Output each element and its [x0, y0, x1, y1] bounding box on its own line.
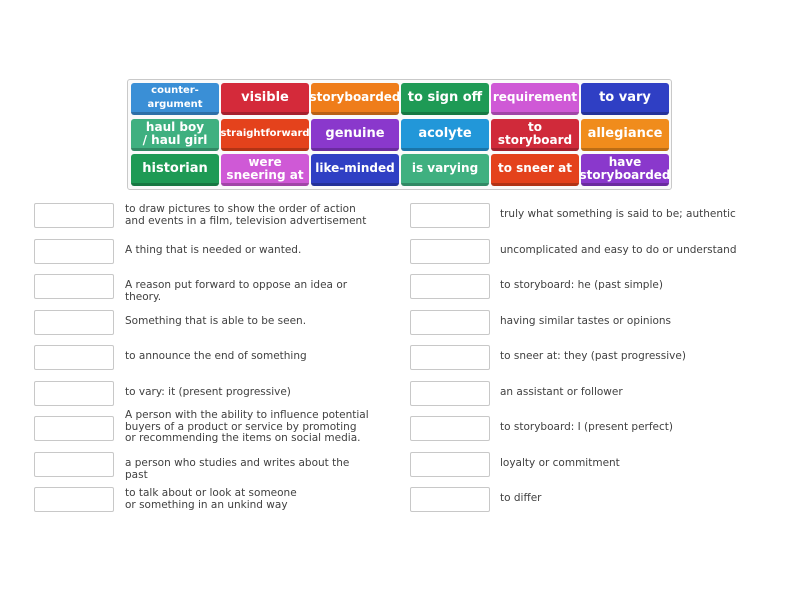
- drop-slot-left-6[interactable]: [34, 381, 114, 406]
- word-tile-like-minded[interactable]: like-minded: [311, 154, 399, 186]
- clue-left-5: to announce the end of something: [125, 350, 307, 362]
- drop-slot-left-5[interactable]: [34, 345, 114, 370]
- clue-left-6: to vary: it (present progressive): [125, 386, 291, 398]
- drop-slot-right-5[interactable]: [410, 345, 490, 370]
- clue-right-1: truly what something is said to be; authentic: [500, 208, 736, 220]
- drop-slot-left-2[interactable]: [34, 239, 114, 264]
- clue-left-8: a person who studies and writes about the past: [125, 457, 350, 481]
- clue-right-6: an assistant or follower: [500, 386, 623, 398]
- clue-right-7: to storyboard: I (present perfect): [500, 421, 673, 433]
- word-tile-to-sign-off[interactable]: to sign off: [401, 83, 489, 115]
- clue-left-1: to draw pictures to show the order of action and events in a film, television advertisement: [125, 203, 367, 227]
- word-tile-to-storyboard[interactable]: to storyboard: [491, 119, 579, 151]
- word-tile-to-sneer-at[interactable]: to sneer at: [491, 154, 579, 186]
- drop-slot-left-7[interactable]: [34, 416, 114, 441]
- drop-slot-left-3[interactable]: [34, 274, 114, 299]
- clue-left-4: Something that is able to be seen.: [125, 315, 307, 327]
- drop-slot-left-9[interactable]: [34, 487, 114, 512]
- clue-left-7: A person with the ability to influence potential buyers of a product or service by promoting or recommending the items on social media.: [125, 409, 369, 444]
- word-tile-straightforward[interactable]: straightforward: [221, 119, 309, 151]
- clue-right-9: to differ: [500, 492, 542, 504]
- drop-slot-left-8[interactable]: [34, 452, 114, 477]
- word-tile-genuine[interactable]: genuine: [311, 119, 399, 151]
- drop-slot-right-4[interactable]: [410, 310, 490, 335]
- word-tile-were-sneering-at[interactable]: were sneering at: [221, 154, 309, 186]
- clue-right-5: to sneer at: they (past progressive): [500, 350, 686, 362]
- drop-slot-left-1[interactable]: [34, 203, 114, 228]
- drop-slot-right-1[interactable]: [410, 203, 490, 228]
- clue-left-9: to talk about or look at someone or something in an unkind way: [125, 487, 297, 511]
- word-tile-historian[interactable]: historian: [131, 154, 219, 186]
- word-tile-acolyte[interactable]: acolyte: [401, 119, 489, 151]
- clue-left-3: A reason put forward to oppose an idea or theory.: [125, 279, 348, 303]
- drop-slot-right-2[interactable]: [410, 239, 490, 264]
- word-tile-haul-boy-haul-girl[interactable]: haul boy / haul girl: [131, 119, 219, 151]
- clue-right-2: uncomplicated and easy to do or understand: [500, 244, 737, 256]
- word-tile-counter-argument[interactable]: counter-argument: [131, 83, 219, 115]
- word-tile-allegiance[interactable]: allegiance: [581, 119, 669, 151]
- word-tile-to-vary[interactable]: to vary: [581, 83, 669, 115]
- drop-slot-right-3[interactable]: [410, 274, 490, 299]
- clue-right-8: loyalty or commitment: [500, 457, 620, 469]
- clue-right-3: to storyboard: he (past simple): [500, 279, 663, 291]
- drop-slot-right-9[interactable]: [410, 487, 490, 512]
- word-tile-storyboarded[interactable]: storyboarded: [311, 83, 399, 115]
- clue-right-4: having similar tastes or opinions: [500, 315, 672, 327]
- drop-slot-right-7[interactable]: [410, 416, 490, 441]
- word-tile-is-varying[interactable]: is varying: [401, 154, 489, 186]
- word-tile-requirement[interactable]: requirement: [491, 83, 579, 115]
- drop-slot-left-4[interactable]: [34, 310, 114, 335]
- clue-left-2: A thing that is needed or wanted.: [125, 244, 302, 256]
- drop-slot-right-6[interactable]: [410, 381, 490, 406]
- drop-slot-right-8[interactable]: [410, 452, 490, 477]
- word-tile-visible[interactable]: visible: [221, 83, 309, 115]
- word-tile-have-storyboarded[interactable]: have storyboarded: [581, 154, 669, 186]
